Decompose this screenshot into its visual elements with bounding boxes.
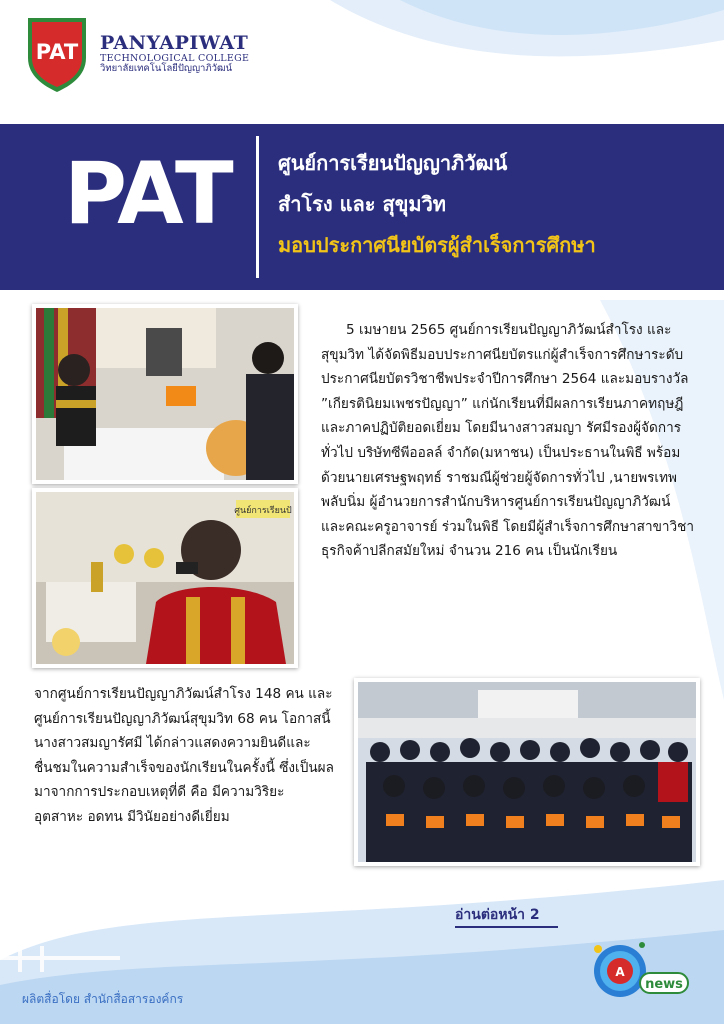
footer-credit: ผลิตสื่อโดย สำนักสื่อสารองค์กร (22, 992, 184, 1006)
headline-line-3: มอบประกาศนียบัตรผู้สำเร็จการศึกษา (278, 233, 596, 257)
shield-icon (24, 14, 90, 94)
certificate-handover-image (36, 308, 294, 480)
speaker-photo (32, 488, 298, 668)
ceremony-photo (32, 304, 298, 484)
headline-line-1: ศูนย์การเรียนปัญญาภิวัฒน์ (278, 151, 508, 175)
read-more-underline (455, 926, 558, 928)
logo-thai-name: วิทยาลัยเทคโนโลยีปัญญาภิวัฒน์ (100, 63, 233, 75)
read-more-link[interactable]: อ่านต่อหน้า 2 (455, 907, 540, 923)
group-image (358, 682, 696, 862)
svg-text:A: A (615, 965, 625, 979)
logo-name: PANYAPIWAT (100, 32, 249, 55)
banner-pat: PAT (64, 144, 232, 244)
speaker-image (36, 492, 294, 664)
article-paragraph-2: จากศูนย์การเรียนปัญญาภิวัฒน์สำโรง 148 คน และศูนย์การเรียนปัญญาภิวัฒน์สุขุมวิท 68 คน โอกาสนี้ นางสาวสมญารัศมี ได้กล่าวแสดงความยินดีและชื่นชมในความสำเร็จของนักเรียนในครั้งนี้ ซึ่งเป็นผลมาจากการประกอบเหตุที่ดี คือ มีความวิริยะ อุตสาหะ อดทน มีวินัยอย่างดีเยี่ยม (34, 686, 334, 825)
logo-mark: PAT (35, 40, 79, 64)
article-paragraph-1: 5 เมษายน 2565 ศูนย์การเรียนปัญญาภิวัฒน์สำโรง และสุขุมวิท ได้จัดพิธีมอบประกาศนียบัตรแก่ผู้สำเร็จการศึกษาระดับประกาศนียบัตรวิชาชีพประจำปีการศึกษา 2564 และมอบรางวัล ”เกียรตินิยมเพชรปัญญา” แก่นักเรียนที่มีผลการเรียนภาคทฤษฎีและภาคปฏิบัติยอดเยี่ยม โดยมีนางสาวสมญา รัศมีรองผู้จัดการทั่วไป บริษัทซีพีออลล์ จำกัด(มหาชน) เป็นประธานในพิธี พร้อมด้วยนายเศรษฐพฤทธ์ ราชมณีผู้ช่วยผู้จัดการทั่วไป ,นายพรเทพ พลับนิ่ม ผู้อำนวยการสำนักบริหารศูนย์การเรียนปัญญาภิวัฒน์ และคณะครูอาจารย์ ร่วมในพิธี โดยมีผู้สำเร็จการศึกษาสาขาวิชาธุรกิจค้าปลีกสมัยใหม่ จำนวน 216 คน เป็นนักเรียน (321, 322, 695, 560)
college-logo (24, 14, 249, 94)
banner-divider (256, 136, 259, 278)
pat-news-logo-icon (590, 935, 690, 1007)
logo-subtitle: TECHNOLOGICAL COLLEGE (100, 53, 250, 64)
sign-text: ศูนย์การเรียนปั (234, 506, 292, 516)
graduates-group-photo (354, 678, 700, 866)
headline-line-2: สำโรง และ สุขุมวิท (278, 192, 446, 216)
news-logo-text: news (645, 977, 683, 992)
